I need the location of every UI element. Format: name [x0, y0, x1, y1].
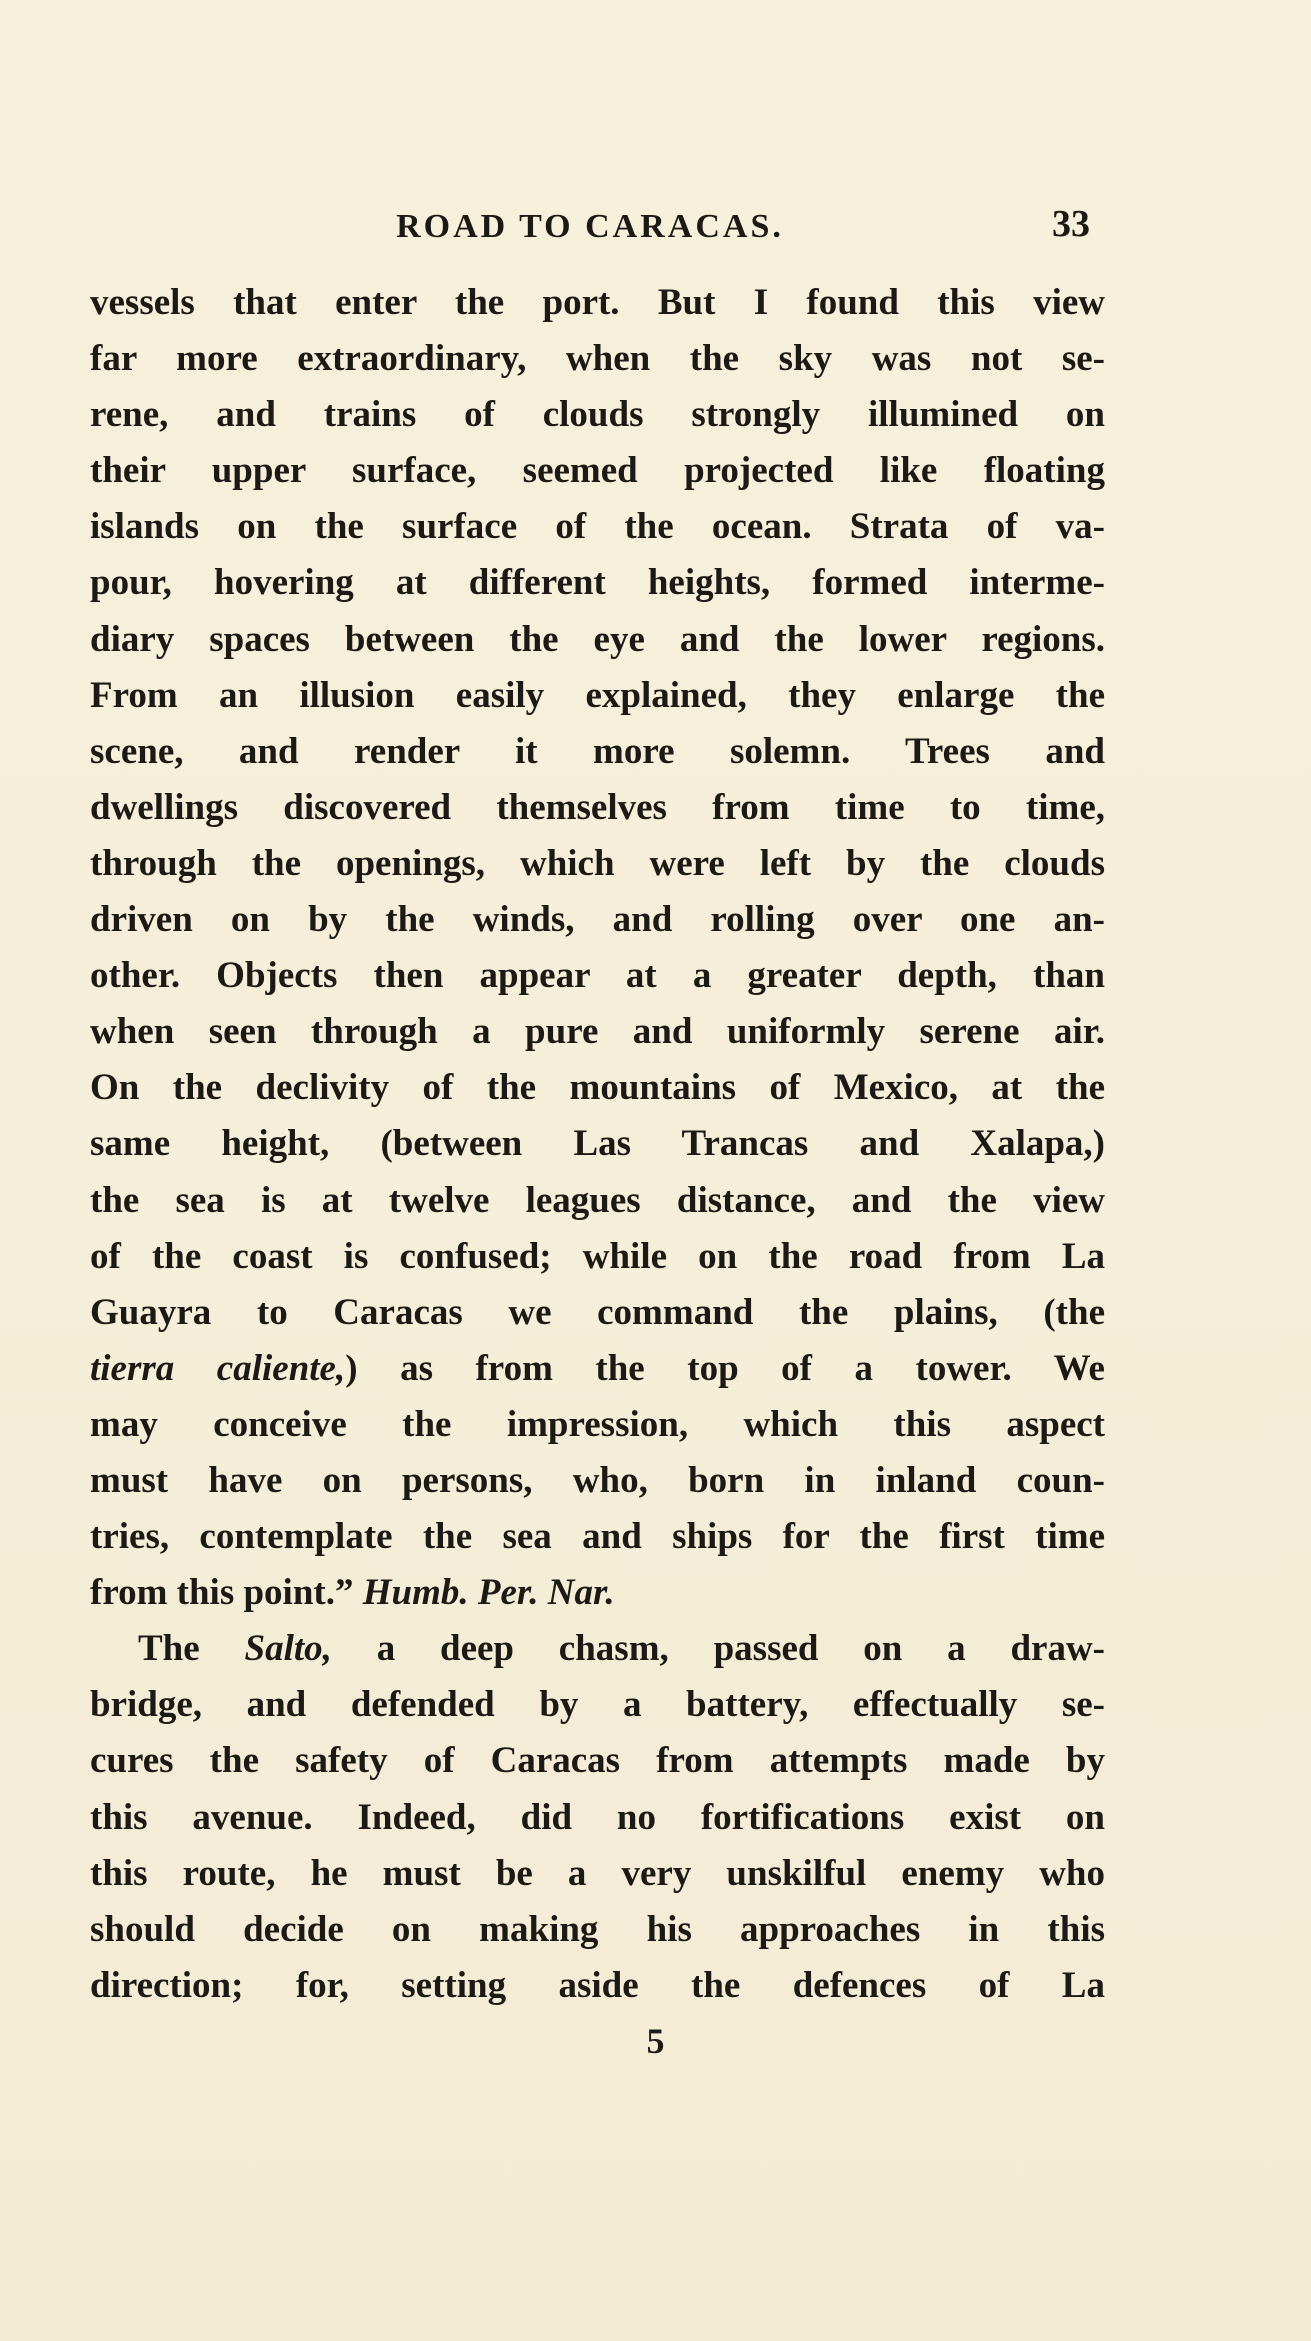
text-line: this route, he must be a very unskilful enemy who	[90, 1852, 1105, 1894]
text-line: other. Objects then appear at a greater depth, than	[90, 955, 1105, 997]
italic-term: Salto,	[244, 1628, 332, 1670]
text-line: may conceive the impression, which this aspect	[90, 1403, 1105, 1445]
italic-phrase: tierra caliente,	[90, 1347, 346, 1389]
text-line: of the coast is confused; while on the road from La	[90, 1235, 1105, 1277]
running-head: ROAD TO CARACAS.	[396, 208, 784, 245]
text-line: islands on the surface of the ocean. Strata of va-	[90, 506, 1105, 548]
body-text	[90, 275, 1105, 2014]
page-number: 33	[1052, 203, 1090, 245]
text-line: same height, (between Las Trancas and Xalapa,)	[90, 1123, 1105, 1165]
line-rest: a deep chasm, passed on a draw-	[331, 1628, 1106, 1670]
text-line: rene, and trains of clouds strongly illumined on	[90, 394, 1105, 436]
paragraph-start-line	[90, 1621, 1105, 1677]
text-line: their upper surface, seemed projected like floating	[90, 450, 1105, 492]
text-line: must have on persons, who, born in inland coun-	[90, 1459, 1105, 1501]
text-line: when seen through a pure and uniformly serene air.	[90, 1011, 1105, 1053]
text-line: dwellings discovered themselves from time to time,	[90, 786, 1105, 828]
text-line: tries, contemplate the sea and ships for the first time	[90, 1516, 1105, 1558]
line-start: The	[138, 1628, 245, 1670]
text-line: this avenue. Indeed, did no fortifications exist on	[90, 1796, 1105, 1838]
text-line: From an illusion easily explained, they enlarge the	[90, 674, 1105, 716]
text-line: far more extraordinary, when the sky was not se-	[90, 338, 1105, 380]
text-line: bridge, and defended by a battery, effectually se-	[90, 1684, 1105, 1726]
text-line: pour, hovering at different heights, formed interme-	[90, 562, 1105, 604]
text-line: Guayra to Caracas we command the plains, (the	[90, 1291, 1105, 1333]
text-line: On the declivity of the mountains of Mexico, at the	[90, 1067, 1105, 1109]
citation: Humb. Per. Nar.	[362, 1572, 615, 1614]
text-line: cures the safety of Caracas from attempts made by	[90, 1740, 1105, 1782]
quote-end: from this point.”	[90, 1572, 363, 1614]
citation-line	[90, 1565, 1105, 1621]
signature-mark: 5	[646, 2021, 665, 2061]
text-line-italic	[90, 1341, 1105, 1397]
text-line: should decide on making his approaches in this	[90, 1908, 1105, 1950]
text-line: direction; for, setting aside the defences of La	[90, 1964, 1105, 2006]
text-line: the sea is at twelve leagues distance, and the view	[90, 1179, 1105, 1221]
text-line: vessels that enter the port. But I found this view	[90, 282, 1105, 323]
line-rest: ) as from the top of a tower. We	[345, 1347, 1105, 1389]
text-line: driven on by the winds, and rolling over one an-	[90, 899, 1105, 941]
text-line: diary spaces between the eye and the lower regions.	[90, 618, 1105, 660]
text-line: through the openings, which were left by the clouds	[90, 842, 1105, 884]
page-header	[90, 196, 1090, 256]
text-line: scene, and render it more solemn. Trees and	[90, 730, 1105, 772]
